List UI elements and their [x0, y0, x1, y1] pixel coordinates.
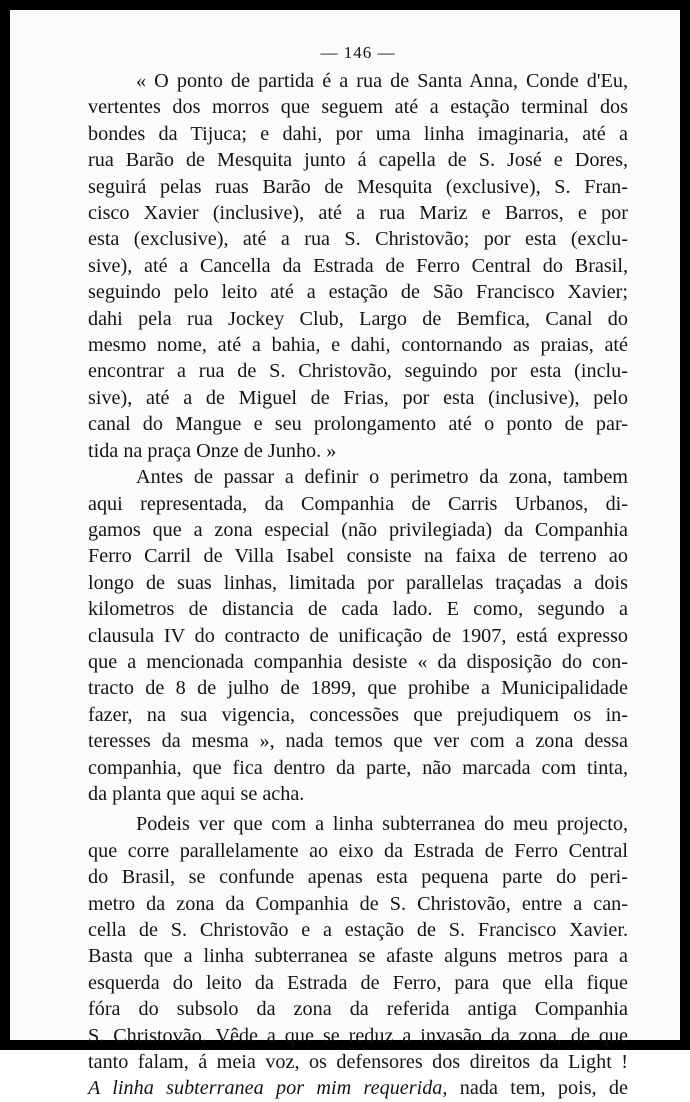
text-line: dahi pela rua Jockey Club, Largo de Bemfica, Canal do	[88, 307, 628, 330]
text-line: tracto de 8 de julho de 1899, que prohibe a Municipalidade	[88, 677, 628, 700]
text-line: da planta que aqui se acha.	[88, 782, 305, 805]
italic-phrase: A linha subterranea por mim requerida,	[88, 1077, 448, 1100]
text-line: esta (exclusive), até a rua S. Christovão; por esta (exclu-	[88, 228, 628, 251]
text-line: seguindo pelo leito até a estação de São Francisco Xavier;	[88, 281, 628, 304]
text-line: Podeis ver que com a linha subterranea do meu projecto,	[136, 813, 628, 836]
text-line: metro da zona da Companhia de S. Christovão, entre a can-	[88, 892, 628, 915]
text-line: tanto falam, á meia voz, os defensores dos direitos da Light !	[88, 1051, 628, 1074]
text-line: rua Barão de Mesquita junto á capella de S. José e Dores,	[88, 149, 628, 172]
text-line: teresses da mesma », nada temos que ver com a zona dessa	[88, 730, 628, 753]
text-line: gamos que a zona especial (não privilegiada) da Companhia	[88, 518, 628, 541]
text-line: Antes de passar a definir o perimetro da zona, tambem	[136, 466, 628, 489]
text-line: que corre parallelamente ao eixo da Estrada de Ferro Central	[88, 839, 628, 862]
text-line: S. Christovão. Vêde a que se reduz a invasão da zona, de que	[88, 1024, 628, 1047]
paragraph-2	[88, 464, 628, 807]
text-line: kilometros de distancia de cada lado. E como, segundo a	[88, 598, 628, 621]
trailing-text: nada tem, pois, de	[447, 1077, 628, 1100]
text-line: sive), até a de Miguel de Frias, por esta (inclusive), pelo	[88, 386, 628, 409]
text-line: clausula IV do contracto de unificação de 1907, está expresso	[88, 624, 628, 647]
text-line: longo de suas linhas, limitada por parallelas traçadas a dois	[88, 571, 628, 594]
text-line: « O ponto de partida é a rua de Santa Anna, Conde d'Eu,	[136, 70, 628, 92]
text-line: encontrar a rua de S. Christovão, seguindo por esta (inclu-	[88, 360, 628, 383]
text-line: Basta que a linha subterranea se afaste alguns metros para a	[88, 945, 628, 968]
text-line: cella de S. Christovão e a estação de S. Francisco Xavier.	[88, 919, 628, 941]
text-line: do Brasil, se confunde apenas esta pequena parte do peri-	[88, 866, 628, 889]
text-line: seguirá pelas ruas Barão de Mesquita (exclusive), S. Fran-	[88, 175, 628, 198]
text-line: que a mencionada companhia desiste « da disposição do con-	[88, 650, 628, 673]
text-line: aqui representada, da Companhia de Carris Urbanos, di-	[88, 492, 628, 515]
text-line: vertentes dos morros que seguem até a estação terminal dos	[88, 96, 628, 119]
text-line: tida na praça Onze de Junho. »	[88, 439, 337, 462]
text-line: sive), até a Cancella da Estrada de Ferro Central do Brasil,	[88, 254, 628, 277]
text-line: esquerda do leito da Estrada de Ferro, para que ella fique	[88, 971, 628, 994]
text-line: Ferro Carril de Villa Isabel consiste na faixa de terreno ao	[88, 545, 628, 568]
document-page	[88, 38, 628, 1102]
text-line: companhia, que fica dentro da parte, não marcada com tinta,	[88, 756, 628, 779]
text-line: fazer, na sua vigencia, concessões que prejudiquem os in-	[88, 703, 628, 726]
text-line: bondes da Tijuca; e dahi, por uma linha imaginaria, até a	[88, 122, 628, 145]
text-line: fóra do subsolo da zona da referida antiga Companhia	[88, 998, 628, 1021]
text-line: cisco Xavier (inclusive), até a rua Mariz e Barros, e por	[88, 202, 628, 225]
page-number: — 146 —	[320, 43, 396, 62]
text-line: canal do Mangue e seu prolongamento até o ponto de par-	[88, 413, 628, 436]
paragraph-1	[88, 68, 628, 464]
text-line: mesmo nome, até a bahia, e dahi, contornando as praias, até	[88, 334, 628, 357]
text-line-final	[88, 1075, 628, 1101]
paragraph-3	[88, 811, 628, 1101]
